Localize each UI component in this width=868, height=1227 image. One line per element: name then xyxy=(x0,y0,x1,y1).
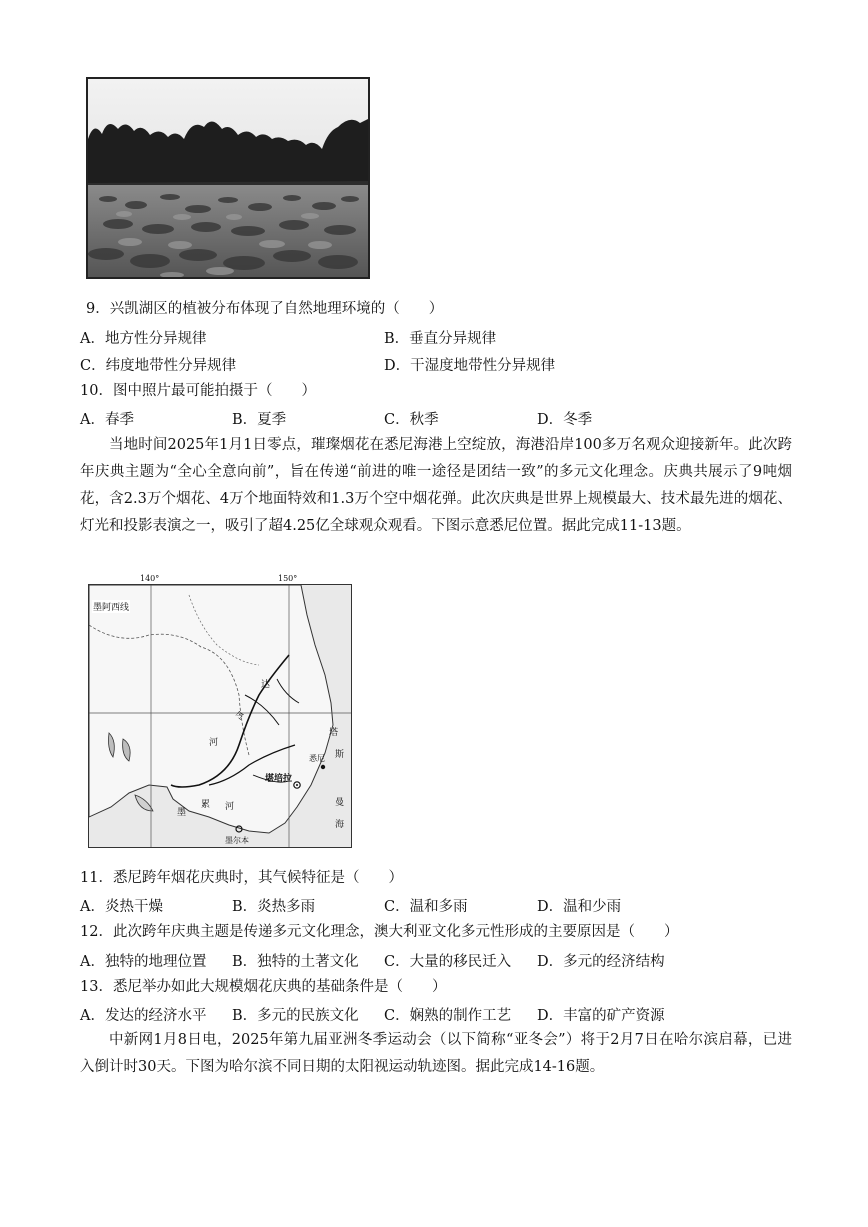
q10-option-d: D．冬季 xyxy=(537,412,593,428)
map-lon-150: 150° xyxy=(278,574,298,583)
q9-option-a: A．地方性分异规律 xyxy=(80,331,207,347)
q11-option-a: A．炎热干燥 xyxy=(80,899,163,915)
map-label-line: 墨阿西线 xyxy=(92,600,130,613)
map-sea-char-2: 斯 xyxy=(335,750,345,760)
q10-option-a: A．春季 xyxy=(80,412,134,428)
map-sea-char-1: 塔 xyxy=(329,728,339,738)
q9-option-b: B．垂直分异规律 xyxy=(384,331,497,347)
map-river-char-6: 河 xyxy=(225,802,235,812)
q11-option-d: D．温和少雨 xyxy=(537,899,622,915)
q12-stem: 12．此次跨年庆典主题是传递多元文化理念，澳大利亚文化多元性形成的主要原因是（ ） xyxy=(80,924,679,940)
map-river-char-4: 墨 xyxy=(177,808,187,818)
q11-stem: 11．悉尼跨年烟花庆典时，其气候特征是（ ） xyxy=(80,870,403,886)
map-river-char-3: 河 xyxy=(209,738,219,748)
map-drawing xyxy=(89,585,351,847)
map-city-melbourne: 墨尔本 xyxy=(225,836,249,845)
q12-option-c: C．大量的移民迁入 xyxy=(384,954,512,970)
map-figure xyxy=(78,574,354,852)
q10-stem: 10．图中照片最可能拍摄于（ ） xyxy=(80,383,316,399)
q13-option-a: A．发达的经济水平 xyxy=(80,1008,207,1024)
map-city-sydney: 悉尼 xyxy=(309,754,325,763)
q10-option-b: B．夏季 xyxy=(232,412,287,428)
map-river-char-1: 达 xyxy=(261,680,271,690)
q12-option-b: B．独特的土著文化 xyxy=(232,954,359,970)
map-sea-char-4: 海 xyxy=(335,820,345,830)
q13-stem: 13．悉尼举办如此大规模烟花庆典的基础条件是（ ） xyxy=(80,979,447,995)
q9-option-d: D．干湿度地带性分异规律 xyxy=(384,358,556,374)
q12-option-a: A．独特的地理位置 xyxy=(80,954,207,970)
lake-vegetation-photo xyxy=(86,77,370,279)
map-city-canberra: 堪培拉 xyxy=(265,774,293,784)
q9-option-c: C．纬度地带性分异规律 xyxy=(80,358,237,374)
q10-option-c: C．秋季 xyxy=(384,412,439,428)
q13-option-c: C．娴熟的制作工艺 xyxy=(384,1008,512,1024)
q11-option-c: C．温和多雨 xyxy=(384,899,468,915)
map-sea-char-3: 曼 xyxy=(335,798,345,808)
q11-option-b: B．炎热多雨 xyxy=(232,899,316,915)
map-frame xyxy=(88,584,352,848)
map-lon-140: 140° xyxy=(140,574,160,583)
map-river-char-5: 累 xyxy=(201,800,211,810)
passage-harbin: 中新网1月8日电，2025年第九届亚洲冬季运动会（以下简称“亚冬会”）将于2月7日在哈尔滨启幕，已进入倒计时30天。下图为哈尔滨不同日期的太阳视运动轨迹图。据此完成14-16题。 xyxy=(80,1032,792,1075)
q13-option-b: B．多元的民族文化 xyxy=(232,1008,359,1024)
q9-stem: 9．兴凯湖区的植被分布体现了自然地理环境的（ ） xyxy=(86,301,444,317)
passage-sydney: 当地时间2025年1月1日零点，璀璨烟花在悉尼海港上空绽放，海港沿岸100多万名观众迎接新年。此次跨年庆典主题为“全心全意向前”，旨在传递“前进的唯一途径是团结一致”的多元文化理念。庆典共展示了9吨烟花，含2.3万个烟花、4万个地面特效和1.3万个空中烟花弹。此次庆典是世界上规模最大、技术最先进的烟花、灯光和投影表演之一，吸引了超4.25亿全球观众观看。下图示意悉尼位置。据此完成11-13题。 xyxy=(80,437,792,534)
map-river-char-2: 令 xyxy=(235,712,245,722)
q12-option-d: D．多元的经济结构 xyxy=(537,954,665,970)
q13-option-d: D．丰富的矿产资源 xyxy=(537,1008,665,1024)
lake-photo-drawing xyxy=(88,79,368,277)
